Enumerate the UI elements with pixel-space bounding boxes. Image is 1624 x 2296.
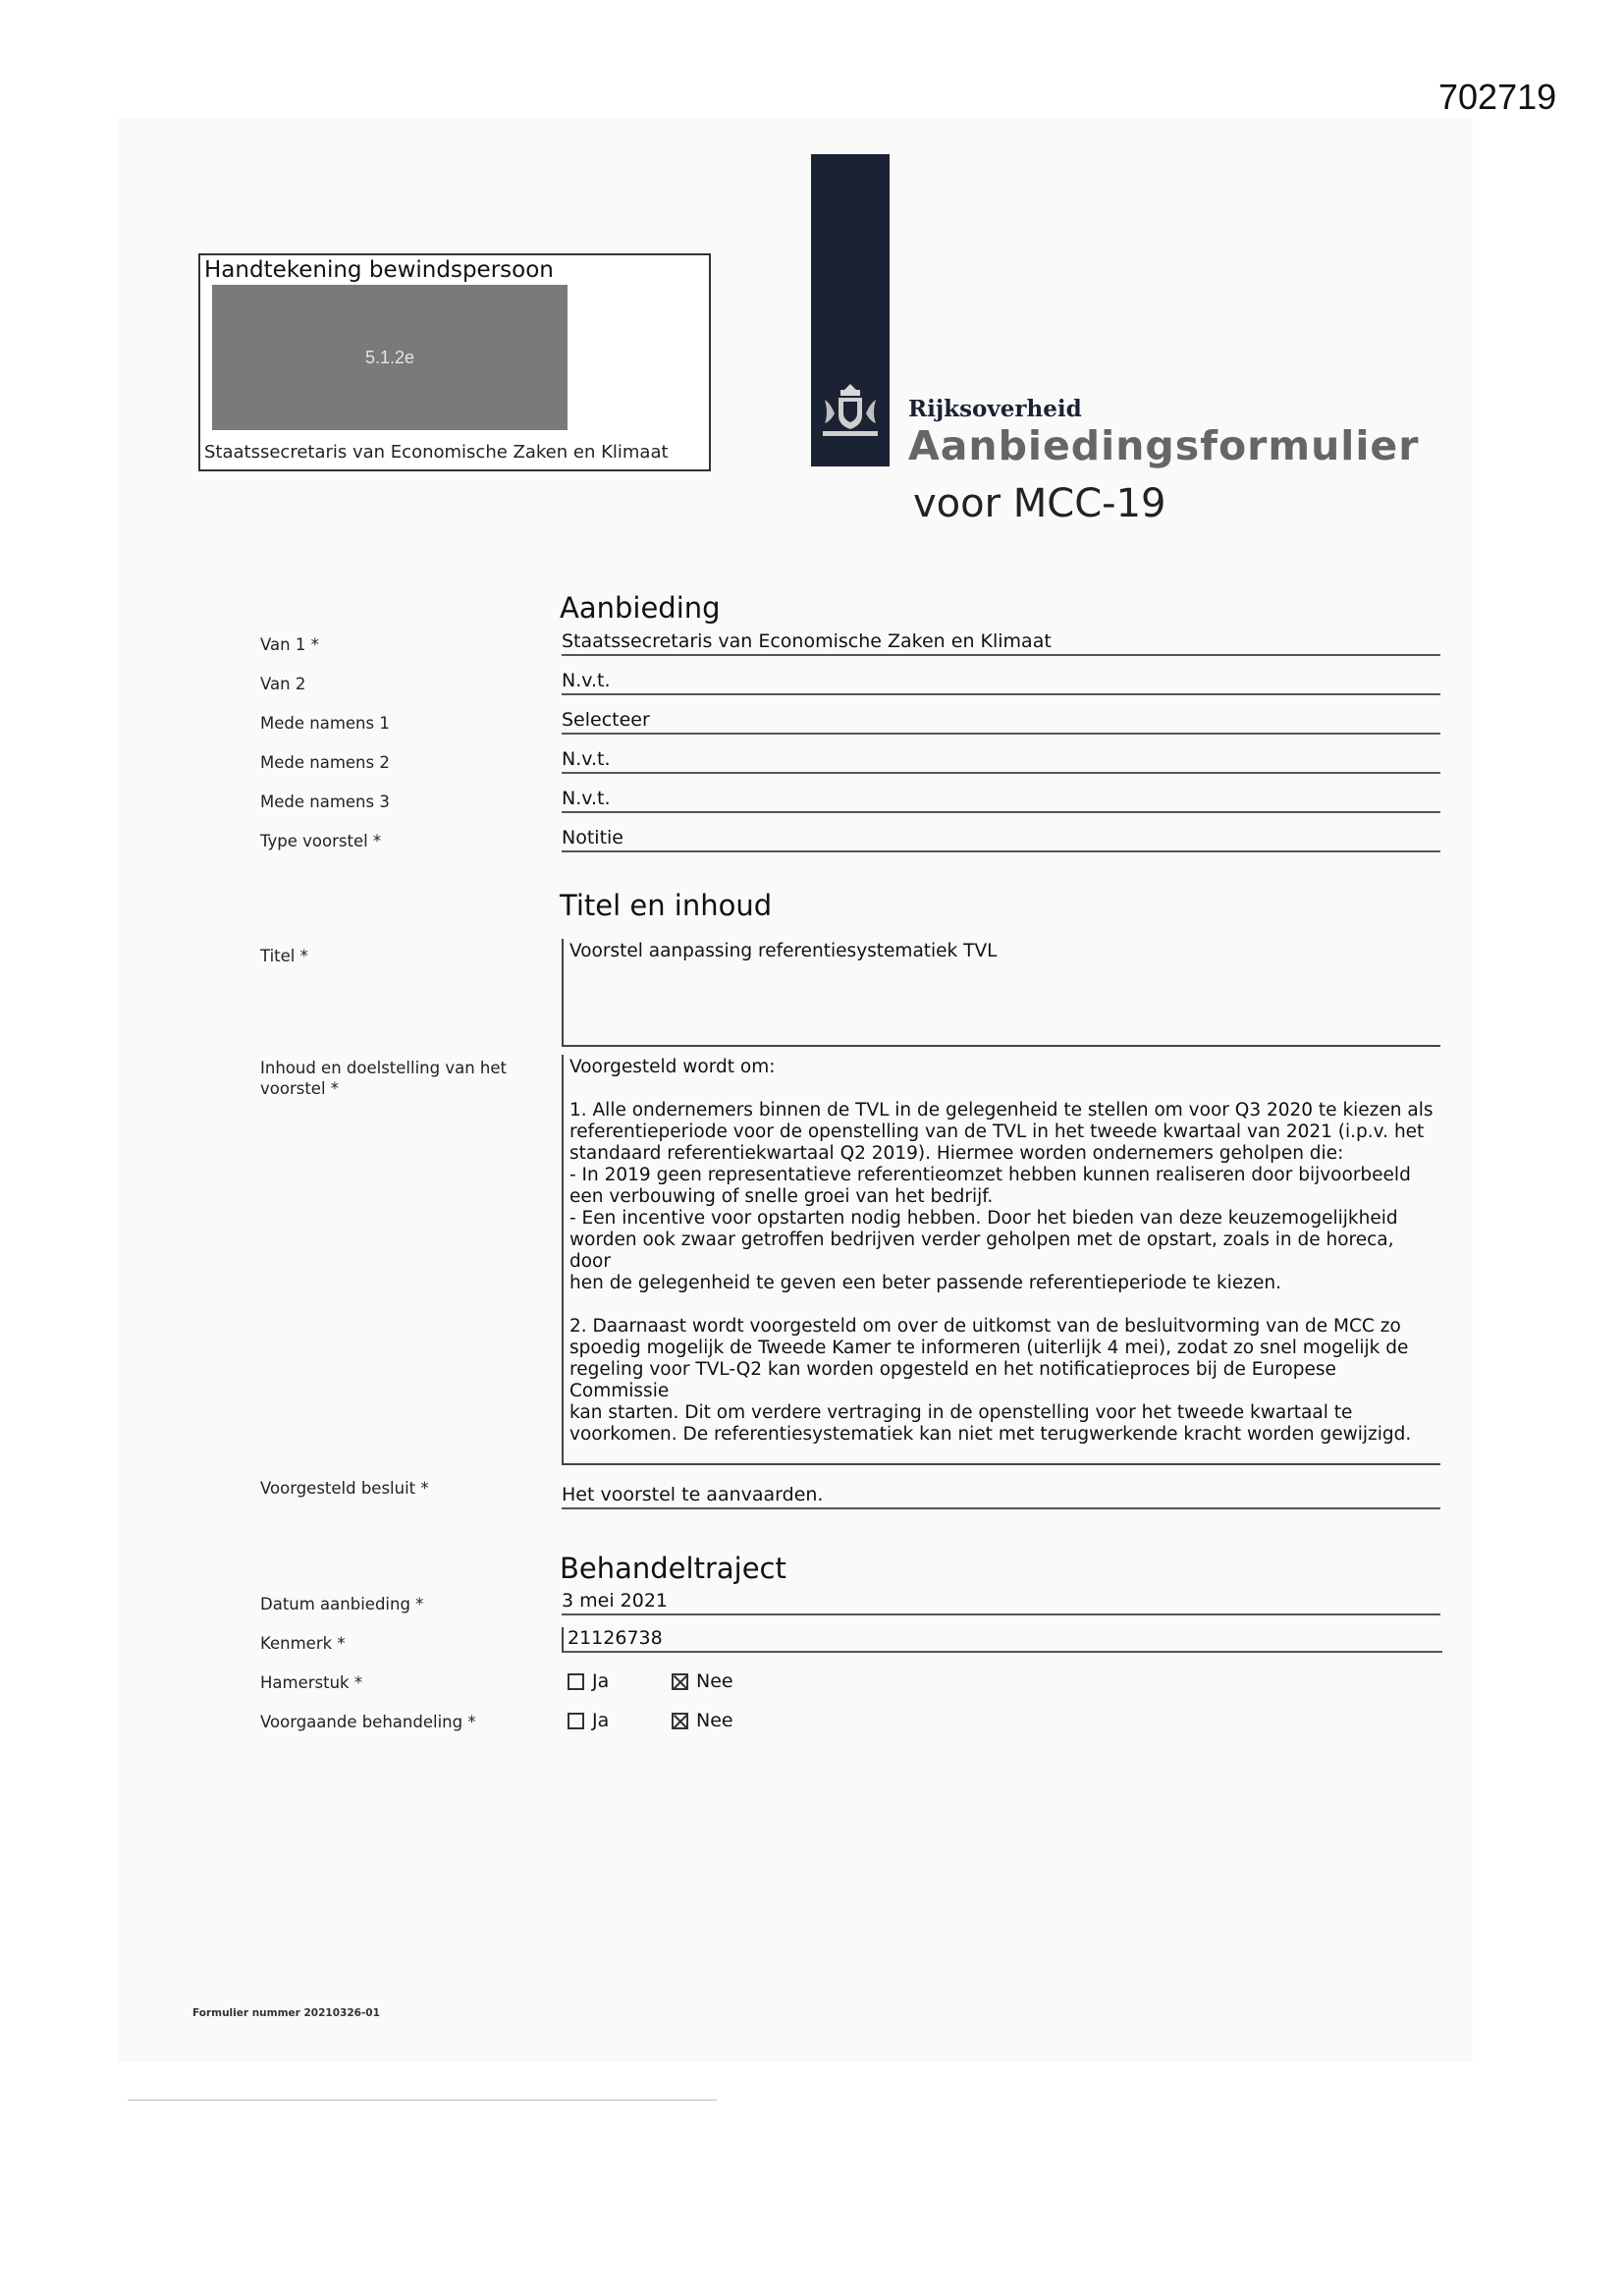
field-titel[interactable] — [562, 939, 1440, 1047]
signature-redaction — [212, 285, 568, 430]
voorgaande-ja-option[interactable] — [568, 1710, 609, 1731]
coat-of-arms-icon — [813, 378, 888, 443]
label-datum-aanbieding: Datum aanbieding * — [260, 1595, 424, 1613]
field-value: Staatssecretaris van Economische Zaken en Klimaat — [562, 630, 1052, 652]
field-mede-namens-2[interactable] — [562, 748, 1440, 774]
checkbox-icon[interactable] — [672, 1713, 688, 1729]
label-voorgaande-behandeling: Voorgaande behandeling * — [260, 1713, 476, 1731]
inhoud-line: een verbouwing of snelle groei van het bedrijf. — [569, 1186, 994, 1207]
document-number: 702719 — [1438, 77, 1557, 117]
inhoud-line: referentieperiode voor de openstelling van de TVL in het tweede kwartaal van 2021 (i.p.v. het — [569, 1121, 1425, 1142]
inhoud-line: standaard referentiekwartaal Q2 2019). Hiermee worden ondernemers geholpen die: — [569, 1143, 1344, 1164]
field-value: Selecteer — [562, 709, 650, 731]
inhoud-line: spoedig mogelijk de Tweede Kamer te informeren (uiterlijk 4 mei), zodat zo snel mogelijk de — [569, 1338, 1409, 1358]
label-van-2: Van 2 — [260, 675, 306, 693]
inhoud-line — [569, 1294, 1440, 1316]
footer-divider — [128, 2100, 717, 2101]
signature-signer: Staatssecretaris van Economische Zaken en Klimaat — [204, 442, 669, 463]
label-mede-namens-2: Mede namens 2 — [260, 753, 390, 772]
label-type-voorstel: Type voorstel * — [260, 832, 382, 850]
field-mede-namens-3[interactable] — [562, 788, 1440, 813]
option-label: Ja — [592, 1710, 610, 1731]
inhoud-line: regeling voor TVL-Q2 kan worden opgesteld en het notificatieproces bij de Europese Commissie — [569, 1359, 1336, 1401]
section-aanbieding-heading: Aanbieding — [560, 591, 721, 625]
option-label: Nee — [696, 1710, 733, 1731]
label-mede-namens-3: Mede namens 3 — [260, 793, 390, 811]
form-title: Aanbiedingsformulier — [908, 422, 1420, 469]
checkbox-icon[interactable] — [568, 1673, 584, 1690]
field-value: N.v.t. — [562, 748, 611, 770]
label-kenmerk: Kenmerk * — [260, 1634, 346, 1653]
checkbox-icon[interactable] — [568, 1713, 584, 1729]
field-value: 3 mei 2021 — [562, 1590, 668, 1612]
titel-value: Voorstel aanpassing referentiesystematiek TVL — [569, 941, 998, 961]
field-type-voorstel[interactable] — [562, 827, 1440, 852]
form-number: Formulier nummer 20210326-01 — [192, 2007, 380, 2019]
inhoud-line: - In 2019 geen representatieve referentieomzet hebben kunnen realiseren door bijvoorbeeld — [569, 1165, 1411, 1185]
org-name: Rijksoverheid — [908, 396, 1082, 422]
field-van-1[interactable] — [562, 630, 1440, 656]
field-value: Notitie — [562, 827, 623, 848]
field-voorgesteld-besluit[interactable] — [562, 1484, 1440, 1509]
label-titel: Titel * — [260, 947, 308, 965]
field-kenmerk[interactable] — [562, 1627, 1442, 1653]
field-van-2[interactable] — [562, 670, 1440, 695]
inhoud-line: voorkomen. De referentiesystematiek kan niet met terugwerkende kracht worden gewijzigd. — [569, 1424, 1412, 1445]
option-label: Nee — [696, 1670, 733, 1692]
label-mede-namens-1: Mede namens 1 — [260, 714, 390, 733]
inhoud-text — [564, 1055, 1440, 1446]
field-mede-namens-1[interactable] — [562, 709, 1440, 735]
inhoud-line: kan starten. Dit om verdere vertraging in de openstelling voor het tweede kwartaal te — [569, 1402, 1353, 1423]
option-label: Ja — [592, 1670, 610, 1692]
inhoud-line: 1. Alle ondernemers binnen de TVL in de gelegenheid te stellen om voor Q3 2020 te kiezen als — [569, 1100, 1434, 1121]
section-behandeltraject-heading: Behandeltraject — [560, 1552, 786, 1585]
inhoud-line: - Een incentive voor opstarten nodig hebben. Door het bieden van deze keuzemogelijkheid — [569, 1208, 1398, 1229]
field-value: N.v.t. — [562, 788, 611, 809]
inhoud-line: 2. Daarnaast wordt voorgesteld om over de uitkomst van de besluitvorming van de MCC zo — [569, 1316, 1401, 1337]
redaction-code: 5.1.2e — [364, 347, 415, 367]
inhoud-line: Voorgesteld wordt om: — [569, 1057, 776, 1077]
hamerstuk-ja-option[interactable] — [568, 1670, 609, 1692]
inhoud-line: hen de gelegenheid te geven een beter passende referentieperiode te kiezen. — [569, 1273, 1281, 1293]
signature-title: Handtekening bewindspersoon — [204, 257, 554, 283]
field-value: 21126738 — [568, 1627, 663, 1649]
checkbox-icon[interactable] — [672, 1673, 688, 1690]
field-inhoud[interactable] — [562, 1055, 1440, 1465]
inhoud-line: worden ook zwaar getroffen bedrijven verder geholpen met de opstart, zoals in de horeca, door — [569, 1230, 1394, 1272]
voorgaande-nee-option[interactable] — [672, 1710, 733, 1731]
label-voorgesteld-besluit: Voorgesteld besluit * — [260, 1479, 429, 1498]
field-value: N.v.t. — [562, 670, 611, 691]
hamerstuk-nee-option[interactable] — [672, 1670, 733, 1692]
field-datum-aanbieding[interactable] — [562, 1590, 1440, 1615]
inhoud-line — [569, 1078, 1440, 1100]
field-value: Het voorstel te aanvaarden. — [562, 1484, 824, 1505]
section-titel-inhoud-heading: Titel en inhoud — [560, 889, 773, 922]
label-hamerstuk: Hamerstuk * — [260, 1673, 363, 1692]
form-subtitle: voor MCC-19 — [913, 481, 1166, 526]
label-inhoud: Inhoud en doelstelling van het voorstel * — [260, 1059, 508, 1098]
signature-box — [198, 253, 711, 471]
label-van-1: Van 1 * — [260, 635, 319, 654]
